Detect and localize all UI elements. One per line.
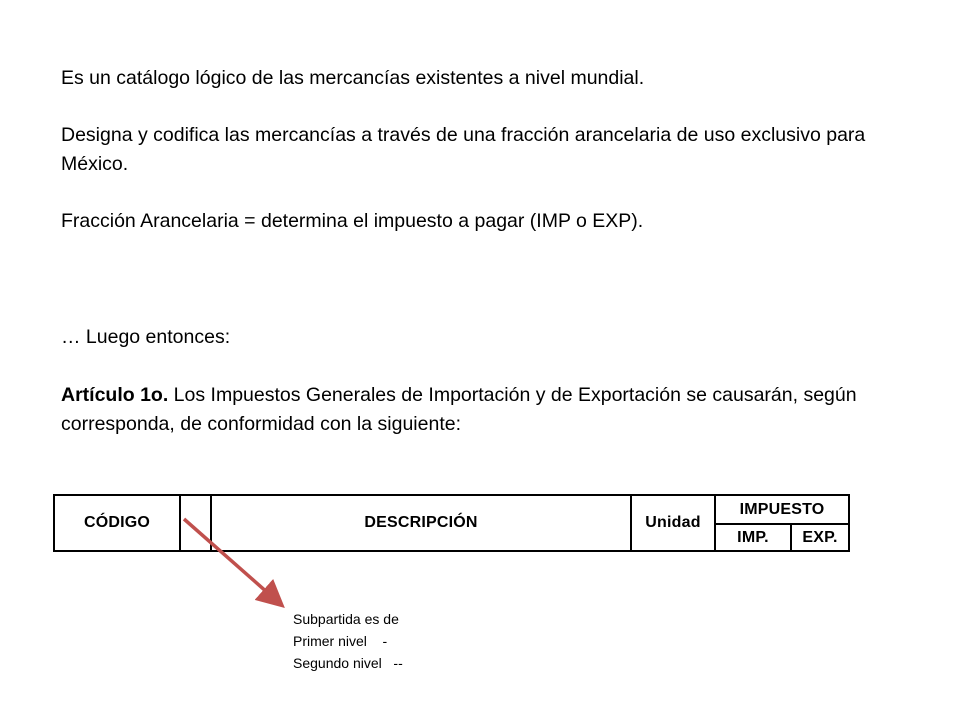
header-descripcion: DESCRIPCIÓN [364,514,478,531]
header-imp: IMP. [737,528,769,546]
paragraph-catalog: Es un catálogo lógico de las mercancías existentes a nivel mundial. [61,67,645,89]
note-segundo-nivel: Segundo nivel -- [293,655,403,671]
note-primer-nivel: Primer nivel - [293,633,388,649]
header-impuesto: IMPUESTO [739,500,825,518]
header-unidad: Unidad [645,514,701,531]
paragraph-fraccion: Fracción Arancelaria = determina el impuesto a pagar (IMP o EXP). [61,210,644,232]
articulo-label: Artículo 1o. [61,384,169,406]
articulo-text: Los Impuestos Generales de Importación y de Exportación se causarán, según corresponda, de conformidad con la siguiente: [61,384,857,435]
header-codigo: CÓDIGO [83,514,151,531]
paragraph-designa: Designa y codifica las mercancías a través de una fracción arancelaria de uso exclusivo para México. [61,124,866,175]
note-subpartida: Subpartida es de [293,611,399,627]
paragraph-luego: … Luego entonces: [61,326,231,348]
header-exp: EXP. [802,528,838,546]
